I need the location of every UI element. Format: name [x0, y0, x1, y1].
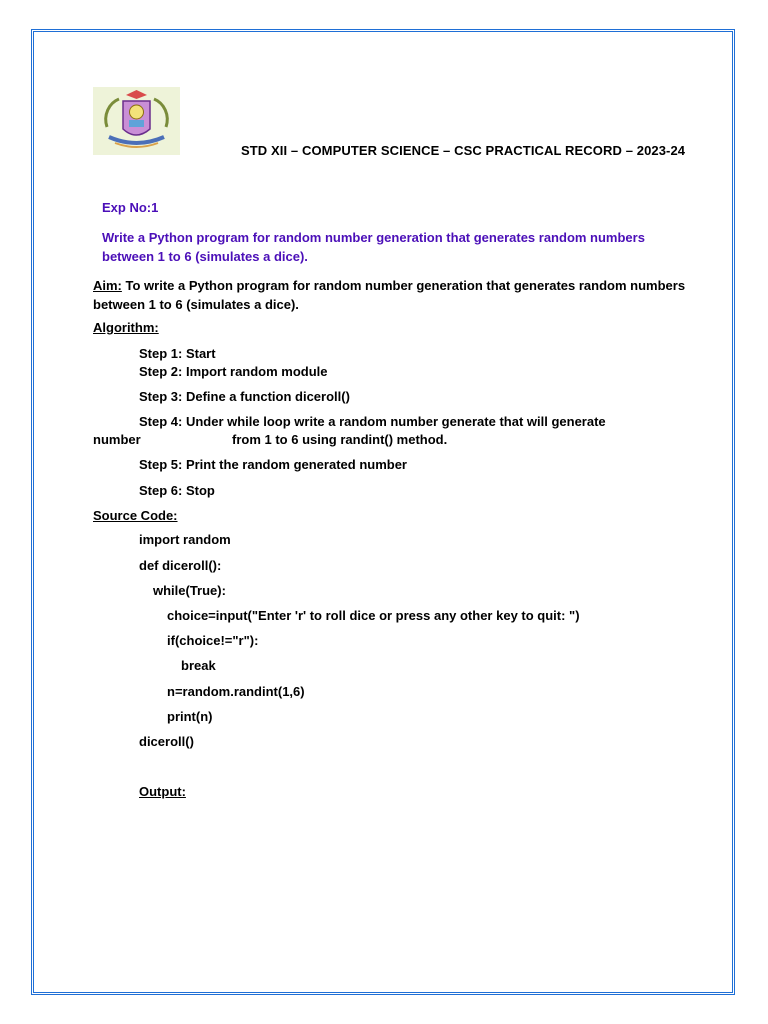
code-line: if(choice!="r"): [167, 633, 259, 648]
aim-text: To write a Python program for random number generation that generates random numbers between 1 to 6 (simulates a dice). [93, 278, 686, 312]
page-title: STD XII – COMPUTER SCIENCE – CSC PRACTICAL RECORD – 2023-24 [241, 143, 686, 158]
output-heading: Output: [139, 784, 186, 799]
code-line: choice=input("Enter 'r' to roll dice or press any other key to quit: ") [167, 608, 580, 623]
code-line: diceroll() [139, 734, 194, 749]
algorithm-step-4-cont-b: from 1 to 6 using randint() method. [232, 432, 448, 447]
aim-label: Aim: [93, 278, 122, 293]
aim-paragraph [93, 276, 688, 314]
algorithm-step-3: Step 3: Define a function diceroll() [139, 389, 350, 404]
code-line: import random [139, 532, 231, 547]
code-line: n=random.randint(1,6) [167, 684, 305, 699]
algorithm-step-2: Step 2: Import random module [139, 364, 328, 379]
algorithm-step-6: Step 6: Stop [139, 483, 215, 498]
source-code-heading: Source Code: [93, 508, 178, 523]
algorithm-step-4: Step 4: Under while loop write a random number generate that will generate [139, 414, 606, 429]
experiment-question: Write a Python program for random number generation that generates random numbers between 1 to 6 (simulates a dice). [102, 230, 645, 264]
experiment-number: Exp No:1 [102, 200, 159, 215]
algorithm-step-1: Step 1: Start [139, 346, 216, 361]
code-line: def diceroll(): [139, 558, 222, 573]
code-line: while(True): [153, 583, 226, 598]
algorithm-step-5: Step 5: Print the random generated number [139, 457, 407, 472]
algorithm-heading: Algorithm: [93, 320, 159, 335]
code-line: break [181, 658, 216, 673]
algorithm-step-4-cont-a: number [93, 432, 141, 447]
school-logo [93, 87, 180, 155]
code-line: print(n) [167, 709, 213, 724]
